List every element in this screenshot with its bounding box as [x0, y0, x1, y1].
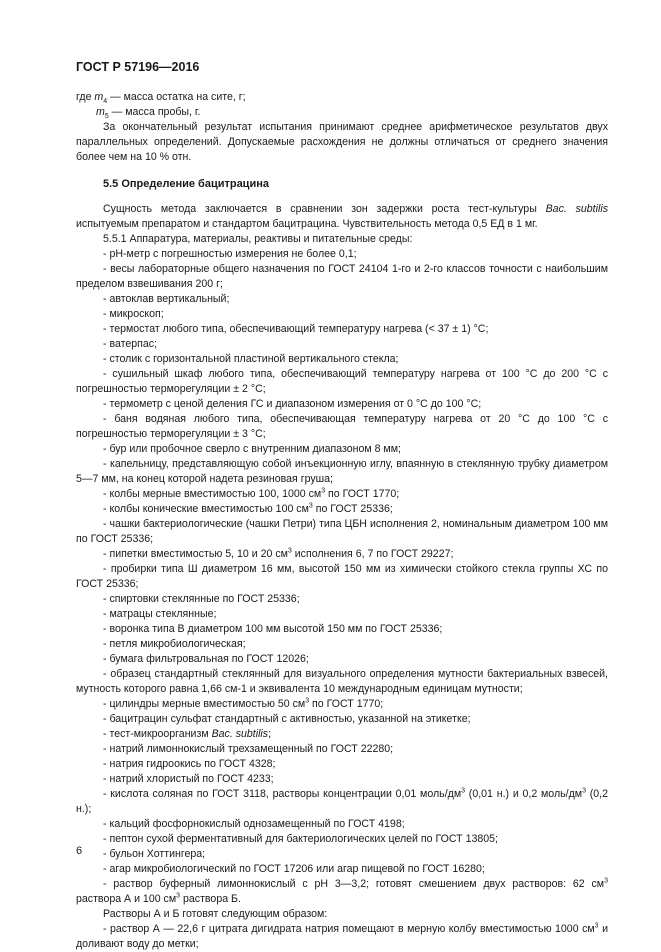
list-item: - спиртовки стеклянные по ГОСТ 25336; — [103, 593, 300, 605]
solution-a: - раствор А — 22,6 г цитрата дигидрата натрия помещают в мерную колбу вместимостью 1000 $см^3$ и доливают воду до метки; — [76, 922, 608, 950]
m5-symbol: m — [96, 106, 105, 118]
list-item-cylinders: - цилиндры мерные вместимостью 50 $см^3$ по ГОСТ 1770; — [103, 697, 384, 710]
list-item-pipettes: - пипетки вместимостью 5, 10 и 20 $см^3$ исполнения 6, 7 по ГОСТ 29227; — [103, 547, 454, 560]
list-item: - бумага фильтровальная по ГОСТ 12026; — [103, 653, 309, 665]
list-item: - ватерпас; — [103, 338, 158, 350]
list-item: - натрий лимоннокислый трехзамещенный по ГОСТ 22280; — [103, 743, 394, 755]
list-item-test-organism: - тест-микроорганизм Bac. subtilis; — [103, 728, 272, 740]
list-item: - образец стандартный стеклянный для визуального определения мутности бактериальных взвесей, мутность которого равна 1,66 см-1 и эквивалента 10 международным единицам мутности; — [76, 668, 608, 695]
intro-text-before: Сущность метода заключается в сравнении зон задержки роста тест-культуры — [103, 203, 546, 215]
list-item: - баня водяная любого типа, обеспечивающая температуру нагрева от 20 °С до 100 °С с погрешностью терморегуляции ± 3 °С; — [76, 413, 608, 440]
where-word: где — [76, 91, 92, 103]
document-header: ГОСТ Р 57196—2016 — [76, 60, 200, 74]
list-item: - сушильный шкаф любого типа, обеспечивающий температуру нагрева от 100 °С до 200 °С с погрешностью терморегуляции ± 2 °С; — [76, 368, 608, 395]
list-item-buffer: - раствор буферный лимоннокислый с pH 3—3,2; готовят смешением двух растворов: 62 $см^3$ раствора А и 100 $см^3$ раствора Б. — [76, 877, 608, 905]
section-heading: 5.5 Определение бацитрацина — [103, 178, 269, 190]
solutions-intro: Растворы А и Б готовят следующим образом: — [103, 908, 328, 920]
page-number: 6 — [76, 845, 83, 857]
list-item: - агар микробиологический по ГОСТ 17206 или агар пищевой по ГОСТ 16280; — [103, 863, 485, 875]
list-item: - капельницу, представляющую собой инъекционную иглу, впаянную в стеклянную трубку диаметром 5—7 мм, на конец которой надета резиновая груша; — [76, 458, 608, 485]
intro-species: Bac. subtilis — [545, 203, 608, 215]
list-item: - натрий хлористый по ГОСТ 4233; — [103, 773, 274, 785]
list-item-hydrochloric-acid: - кислота соляная по ГОСТ 3118, растворы концентрации 0,01 моль/$дм^3$ (0,01 н.) и 0,2 моль/$дм^3$ (0,2 н.); — [76, 787, 608, 815]
list-item: - петля микробиологическая; — [103, 638, 246, 650]
list-item-bacitracin: - бацитрацин сульфат стандартный с активностью, указанной на этикетке; — [103, 713, 471, 725]
list-item: - микроскоп; — [103, 308, 164, 320]
m4-symbol: m — [94, 91, 104, 103]
list-item: - весы лабораторные общего назначения по ГОСТ 24104 1-го и 2-го классов точности с наибольшим пределом взвешивания 200 г; — [76, 263, 608, 290]
list-item: - столик с горизонтальной пластиной вертикального стекла; — [103, 353, 399, 365]
list-item: - кальций фосфорнокислый однозамещенный по ГОСТ 4198; — [103, 818, 405, 830]
formula-legend-m4 — [76, 90, 608, 105]
list-item: - pH-метр с погрешностью измерения не более 0,1; — [103, 248, 357, 260]
list-item: - пептон сухой ферментативный для бактериологических целей по ГОСТ 13805; — [103, 833, 498, 845]
m4-text: — масса остатка на сите, г; — [107, 91, 246, 103]
list-item: - бур или пробочное сверло с внутренним диапазоном 8 мм; — [103, 443, 401, 455]
method-intro-paragraph — [76, 202, 608, 232]
list-item: - натрия гидроокись по ГОСТ 4328; — [103, 758, 276, 770]
m5-subscript: 5 — [104, 113, 109, 121]
list-item: - пробирки типа Ш диаметром 16 мм, высотой 150 мм из химически стойкого стекла группы ХС по ГОСТ 25336; — [76, 563, 608, 590]
list-item: - матрацы стеклянные; — [103, 608, 217, 620]
m4-subscript: 4 — [103, 98, 108, 106]
formula-legend-m5 — [76, 105, 608, 120]
m5-text: — масса пробы, г. — [108, 106, 201, 118]
list-item-petri: - чашки бактериологические (чашки Петри) типа ЦБН исполнения 2, номинальным диаметром 100 мм по ГОСТ 25336; — [76, 518, 608, 545]
intro-text-after: испытуемым препаратом и стандартом бацитрацина. Чувствительность метода 0,5 ЕД в 1 мг. — [76, 218, 538, 230]
list-item-flasks-conical: - колбы конические вместимостью 100 $см^3$ по ГОСТ 25336; — [103, 502, 393, 515]
list-item-flasks-volumetric: - колбы мерные вместимостью 100, 1000 $см^3$ по ГОСТ 1770; — [103, 487, 400, 500]
list-item: - воронка типа В диаметром 100 мм высотой 150 мм по ГОСТ 25336; — [103, 623, 443, 635]
page-content — [76, 90, 608, 952]
list-item: - бульон Хоттингера; — [103, 848, 206, 860]
list-item: - термометр с ценой деления ГС и диапазоном измерения от 0 °С до 100 °С; — [103, 398, 482, 410]
list-item: - автоклав вертикальный; — [103, 293, 230, 305]
sub-heading: 5.5.1 Аппаратура, материалы, реактивы и питательные среды: — [103, 233, 413, 245]
final-result-paragraph: За окончательный результат испытания принимают среднее арифметическое результатов двух параллельных определений. Допускаемые расхождения не должны отличаться от среднего значения более чем на 10 % отн. — [76, 121, 608, 163]
list-item: - термостат любого типа, обеспечивающий температуру нагрева (< 37 ± 1) °С; — [103, 323, 489, 335]
